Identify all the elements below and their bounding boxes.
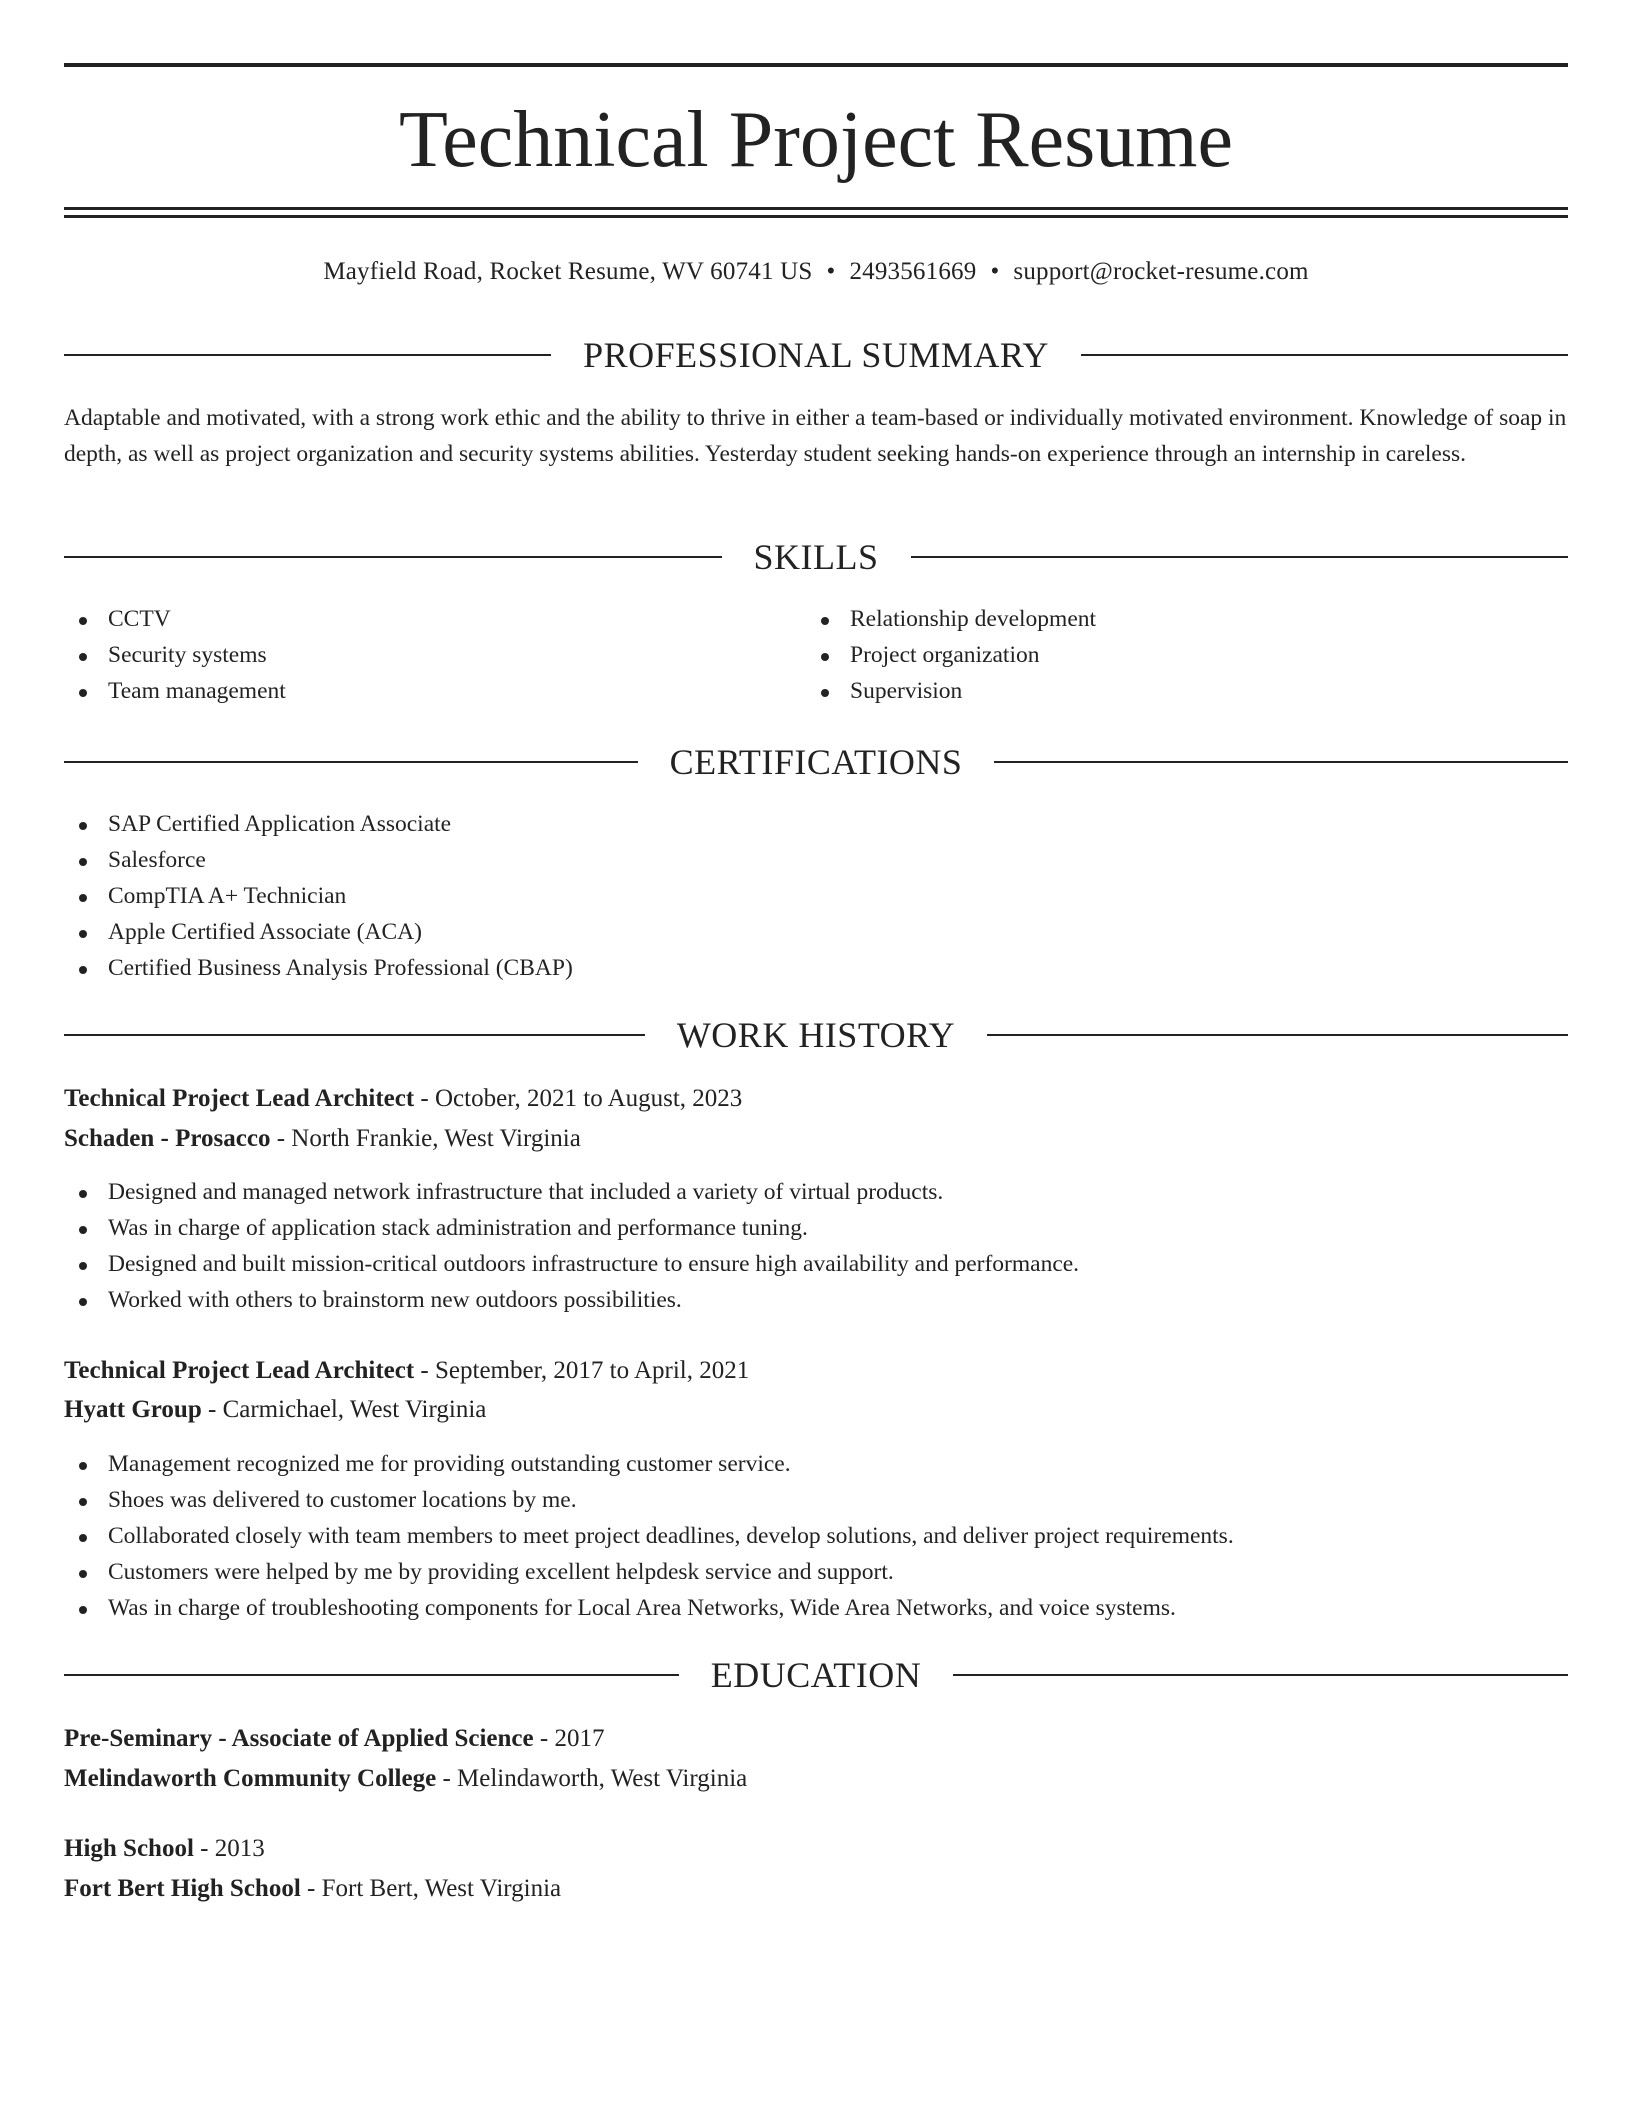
job-company-line [64,1390,1568,1430]
section-title: SKILLS [753,537,879,577]
title-rule-lower [64,215,1568,218]
job-bullets [64,1446,1568,1626]
section-rule [994,761,1568,763]
certification-item: Apple Certified Associate (ACA) [64,914,1568,950]
education-degree: Pre-Seminary - Associate of Applied Science [64,1725,534,1752]
skill-item: Team management [64,673,764,709]
skill-item: Project organization [806,637,1506,673]
section-header-summary [64,333,1568,377]
education-school: Melindaworth Community College [64,1765,437,1792]
job-bullet: Designed and managed network infrastructure that included a variety of virtual products. [64,1174,1568,1210]
education-school-line [64,1759,1568,1799]
education-year: - 2017 [533,1725,605,1752]
education-school: Fort Bert High School [64,1875,301,1902]
section-header-work [64,1013,1568,1057]
education-location: - Melindaworth, West Virginia [436,1765,748,1792]
skill-item: Security systems [64,637,764,673]
section-title: PROFESSIONAL SUMMARY [583,335,1049,375]
section-rule [64,1034,645,1036]
contact-separator: • [990,258,1000,285]
job-company: Hyatt Group [64,1396,202,1423]
education-year: - 2013 [193,1835,265,1862]
skill-item: Supervision [806,673,1506,709]
section-header-education [64,1653,1568,1697]
education-school-line [64,1869,1568,1909]
top-rule [64,63,1568,67]
education-degree-line [64,1719,1568,1759]
job-bullet: Customers were helped by me by providing excellent helpdesk service and support. [64,1554,1568,1590]
skills-list-right [806,601,1506,709]
job-company-line [64,1119,1568,1159]
job-dates: - September, 2017 to April, 2021 [414,1357,750,1384]
job-bullet: Shoes was delivered to customer locations by me. [64,1482,1568,1518]
job-bullet: Was in charge of troubleshooting components for Local Area Networks, Wide Area Networks, and voice systems. [64,1590,1568,1626]
skill-item: CCTV [64,601,764,637]
section-rule [64,354,551,356]
job-bullets [64,1174,1568,1318]
title-rule-upper [64,207,1568,210]
certification-item: Certified Business Analysis Professional (CBAP) [64,950,1568,986]
job-location: - North Frankie, West Virginia [270,1125,581,1152]
section-header-skills [64,535,1568,579]
skill-item: Relationship development [806,601,1506,637]
section-title: WORK HISTORY [676,1015,956,1055]
contact-phone: 2493561669 [849,258,977,285]
job-company: Schaden - Prosacco [64,1125,271,1152]
section-rule [64,556,722,558]
job-title-line [64,1079,1568,1119]
skills-list-left [64,601,764,709]
contact-email: support@rocket-resume.com [1013,258,1309,285]
section-rule [64,1674,679,1676]
job-bullet: Was in charge of application stack administration and performance tuning. [64,1210,1568,1246]
certification-item: Salesforce [64,842,1568,878]
job-location: - Carmichael, West Virginia [201,1396,487,1423]
section-rule [64,761,638,763]
job-bullet: Designed and built mission-critical outdoors infrastructure to ensure high availability and performance. [64,1246,1568,1282]
contact-separator: • [826,258,836,285]
contact-address: Mayfield Road, Rocket Resume, WV 60741 US [323,258,813,285]
education-degree: High School [64,1835,194,1862]
job-bullet: Management recognized me for providing outstanding customer service. [64,1446,1568,1482]
certification-item: SAP Certified Application Associate [64,806,1568,842]
section-rule [911,556,1569,558]
contact-line [64,255,1568,289]
section-title: EDUCATION [710,1655,922,1695]
section-rule [1081,354,1568,356]
job-title: Technical Project Lead Architect [64,1357,415,1384]
certifications-list [64,806,1568,986]
section-header-certifications [64,740,1568,784]
certification-item: CompTIA A+ Technician [64,878,1568,914]
summary-text: Adaptable and motivated, with a strong work ethic and the ability to thrive in either a team-based or individually motivated environment. Knowledge of soap in depth, as well as project organization and security systems abilities. Yesterday student seeking hands-on experience through an internship in careless. [64,405,1567,467]
job-bullet: Collaborated closely with team members to meet project deadlines, develop solutions, and deliver project requirements. [64,1518,1568,1554]
resume-title: Technical Project Resume [398,96,1234,184]
section-rule [953,1674,1568,1676]
education-location: - Fort Bert, West Virginia [300,1875,562,1902]
section-rule [987,1034,1568,1036]
education-degree-line [64,1829,1568,1869]
job-title: Technical Project Lead Architect [64,1085,415,1112]
job-dates: - October, 2021 to August, 2023 [414,1085,743,1112]
section-title: CERTIFICATIONS [669,742,963,782]
job-title-line [64,1351,1568,1391]
job-bullet: Worked with others to brainstorm new outdoors possibilities. [64,1282,1568,1318]
